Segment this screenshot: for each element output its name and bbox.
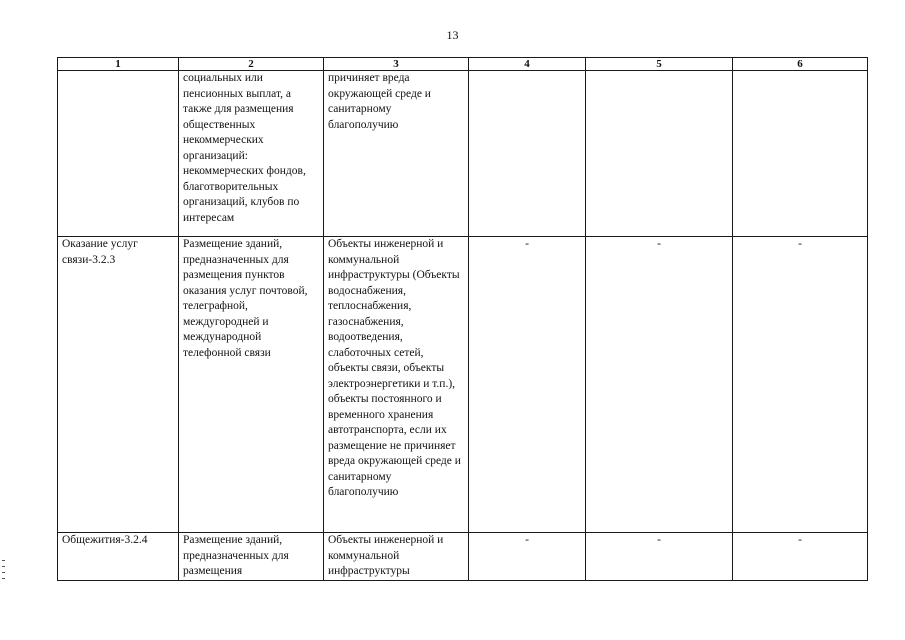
- parameter-cell: -: [733, 237, 868, 533]
- parameter-cell: -: [586, 533, 733, 581]
- parameter-cell: -: [586, 237, 733, 533]
- table-row: [58, 237, 868, 533]
- column-header: 3: [324, 58, 469, 71]
- scan-edge-mark: [2, 578, 5, 579]
- use-description-cell: социальных или пенсионных выплат, а также для размещения общественных некоммерческих организаций: некоммерческих фондов, благотворительных организаций, клубов по интересам: [179, 71, 324, 237]
- use-type-cell: Общежития-3.2.4: [58, 533, 179, 581]
- auxiliary-use-cell: причиняет вреда окружающей среде и санитарному благополучию: [324, 71, 469, 237]
- scan-edge-mark: [2, 560, 5, 561]
- parameter-cell: [586, 71, 733, 237]
- table-row: [58, 71, 868, 237]
- parameter-cell: [733, 71, 868, 237]
- auxiliary-use-cell: Объекты инженерной и коммунальной инфраструктуры: [324, 533, 469, 581]
- table-row: [58, 533, 868, 581]
- parameter-cell: [469, 71, 586, 237]
- column-header: 2: [179, 58, 324, 71]
- column-header: 4: [469, 58, 586, 71]
- regulations-table: [57, 57, 868, 581]
- auxiliary-use-cell: Объекты инженерной и коммунальной инфраструктуры (Объекты водоснабжения, теплоснабжения, газоснабжения, водоотведения, слаботочных сетей, объекты связи, объекты электроэнергетики и т.п.), объекты постоянного и временного хранения автотранспорта, если их размещение не причиняет вреда окружающей среде и санитарному благополучию: [324, 237, 469, 533]
- use-type-cell: [58, 71, 179, 237]
- parameter-cell: -: [469, 533, 586, 581]
- use-description-cell: Размещение зданий, предназначенных для размещения: [179, 533, 324, 581]
- column-header: 1: [58, 58, 179, 71]
- column-header: 6: [733, 58, 868, 71]
- use-type-cell: Оказание услуг связи-3.2.3: [58, 237, 179, 533]
- page-number: 13: [446, 28, 459, 42]
- column-header: 5: [586, 58, 733, 71]
- scan-edge-mark: [2, 572, 5, 573]
- parameter-cell: -: [469, 237, 586, 533]
- table-header-row: [58, 58, 868, 71]
- use-description-cell: Размещение зданий, предназначенных для размещения пунктов оказания услуг почтовой, телеграфной, междугородней и международной телефонной связи: [179, 237, 324, 533]
- parameter-cell: -: [733, 533, 868, 581]
- scan-edge-mark: [2, 566, 5, 567]
